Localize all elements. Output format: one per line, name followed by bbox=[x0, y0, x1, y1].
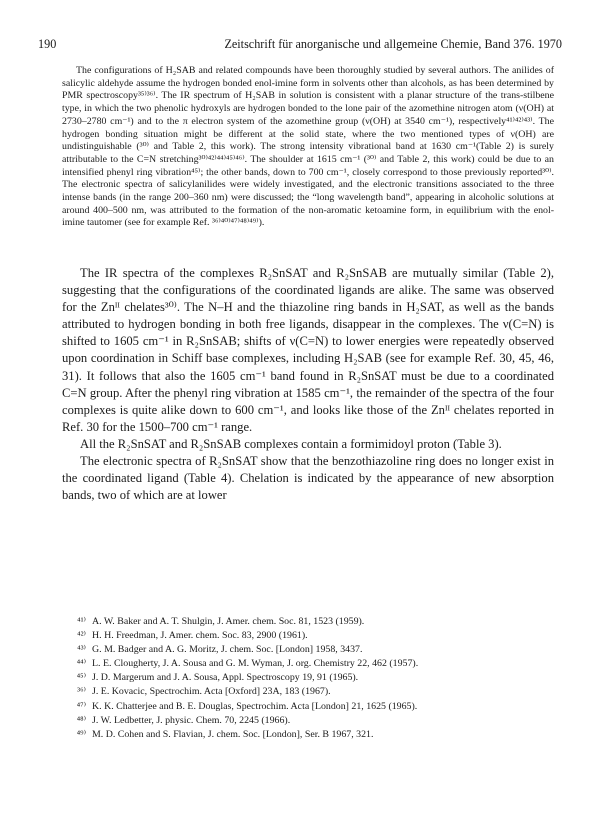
footnotes bbox=[62, 615, 554, 742]
footnote-text: J. W. Ledbetter, J. physic. Chem. 70, 2245 (1966). bbox=[92, 714, 291, 726]
footnote bbox=[62, 615, 554, 629]
footnote-number: ⁴⁸⁾ bbox=[76, 714, 86, 726]
footnote-text: M. D. Cohen and S. Flavian, J. chem. Soc. [London], Ser. B 1967, 321. bbox=[92, 728, 374, 740]
footnote-number: ⁴²⁾ bbox=[77, 630, 86, 642]
body-paragraph: The electronic spectra of R₂SnSAT show that the benzothiazoline ring does no longer exist in the coordinated ligand (Table 4). Chelation is indicated by the appearance of new absorption bands, two of which are at lower bbox=[62, 454, 554, 503]
small-paragraph: The configurations of H₂SAB and related compounds have been thoroughly studied by several authors. The anilides of salicylic aldehyde assume the hydrogen bonded enol-imine form in solvents other than alcohols, as has been determined by PMR spectroscopy³⁵⁾³⁶⁾. The IR spectrum of H₂SAB in solution is consistent with a planar structure of the trans-stilbene type, in which the two phenolic hydroxyls are hydrogen bonded to the lone pair of the azomethine nitrogen atom (ν(OH) at 2730–2780 cm⁻¹) and to the π electron system of the azomethine group (ν(OH) at 3540 cm⁻¹), respectively⁴¹⁾⁴²⁾⁴³⁾. The hydrogen bonding situation might be different at the solid state, where the two mentioned types of ν(OH) are undistinguishable (³⁰⁾ and Table 2, this work). The strong intensity vibrational band at 1630 cm⁻¹(Table 2) is surely attributable to the C=N stretching³⁰⁾⁴²⁾⁴⁴⁾⁴⁵⁾⁴⁶⁾. The shoulder at 1615 cm⁻¹ (³⁰⁾ and Table 2, this work) could be due to an intensified phenyl ring vibration⁴⁵⁾; the other bands, down to 700 cm⁻¹, closely correspond to those previously reported³⁰⁾. The electronic spectra of salicylanilides were widely investigated, and the electronic transitions associated to the three intense bands (in the range 200–360 nm) were discussed; the “long wavelength band”, appearing in alcoholic solutions at around 400–500 nm, was attributed to the formation of the non-aromatic ketoamine form, in equilibrium with the enol-imine tautomer (see for example Ref. ³⁶⁾⁴⁰⁾⁴⁷⁾⁴⁸⁾⁴⁹⁾). bbox=[62, 65, 554, 229]
footnote-text: L. E. Clougherty, J. A. Sousa and G. M. Wyman, J. org. Chemistry 22, 462 (1957). bbox=[92, 658, 419, 670]
body-text bbox=[62, 265, 554, 504]
footnote-number: ⁴³⁾ bbox=[77, 644, 86, 656]
footnote bbox=[62, 657, 554, 671]
journal-title: Zeitschrift für anorganische und allgemeine Chemie, Band 376. 1970 bbox=[224, 37, 562, 51]
footnote-number: ⁴⁹⁾ bbox=[76, 728, 86, 740]
body-paragraph: All the R₂SnSAT and R₂SnSAB complexes contain a formimidoyl proton (Table 3). bbox=[80, 436, 502, 451]
footnote-text: G. M. Badger and A. G. Moritz, J. chem. Soc. [London] 1958, 3437. bbox=[92, 644, 363, 656]
footnote-text: J. D. Margerum and J. A. Sousa, Appl. Spectroscopy 19, 91 (1965). bbox=[92, 672, 359, 684]
footnote bbox=[62, 728, 554, 742]
body-paragraph: The IR spectra of the complexes R₂SnSAT and R₂SnSAB are mutually similar (Table 2), suggesting that the configurations of the coordinated ligands are alike. The same was observed for the Znᴵᴵ chelates³⁰⁾. The N–H and the thiazoline ring bands in H₂SAT, as well as the bands attributed to hydrogen bonding in both free ligands, disappear in the complexes. The ν(C=N) is shifted to 1605 cm⁻¹ in R₂SnSAB; shifts of ν(C=N) to lower energies were repeatedly observed upon coordination in Schiff base complexes, including H₂SAB (see for example Ref. 30, 45, 46, 31). It follows that also the 1605 cm⁻¹ band found in R₂SnSAT must be due to a coordinated C=N group. After the phenyl ring vibration at 1585 cm⁻¹, the remainder of the spectra of the four complexes is quite alike down to 600 cm⁻¹, and looks like those of the Znᴵᴵ chelates reported in Ref. 30 for the 1500–700 cm⁻¹ range. bbox=[62, 266, 554, 434]
footnote-text: H. H. Freedman, J. Amer. chem. Soc. 83, 2900 (1961). bbox=[92, 630, 308, 642]
footnote bbox=[62, 700, 554, 714]
footnote-text: K. K. Chatterjee and B. E. Douglas, Spectrochim. Acta [London] 21, 1625 (1965). bbox=[92, 700, 418, 712]
footnote-number: ⁴⁷⁾ bbox=[76, 700, 86, 712]
footnote-text: A. W. Baker and A. T. Shulgin, J. Amer. chem. Soc. 81, 1523 (1959). bbox=[92, 616, 365, 627]
footnote bbox=[62, 671, 554, 685]
footnote bbox=[62, 685, 554, 699]
footnote-number: ⁴⁴⁾ bbox=[76, 658, 86, 670]
footnote bbox=[62, 643, 554, 657]
footnote-text: J. E. Kovacic, Spectrochim. Acta [Oxford] 23A, 183 (1967). bbox=[92, 686, 331, 698]
small-print-section bbox=[62, 65, 554, 230]
footnote bbox=[62, 629, 554, 643]
footnote-number: ⁴⁵⁾ bbox=[76, 672, 86, 684]
footnote-number: ⁴¹⁾ bbox=[77, 616, 86, 627]
footnote-number: ³⁶⁾ bbox=[77, 686, 86, 698]
page-number: 190 bbox=[38, 37, 57, 51]
footnote bbox=[62, 714, 554, 728]
